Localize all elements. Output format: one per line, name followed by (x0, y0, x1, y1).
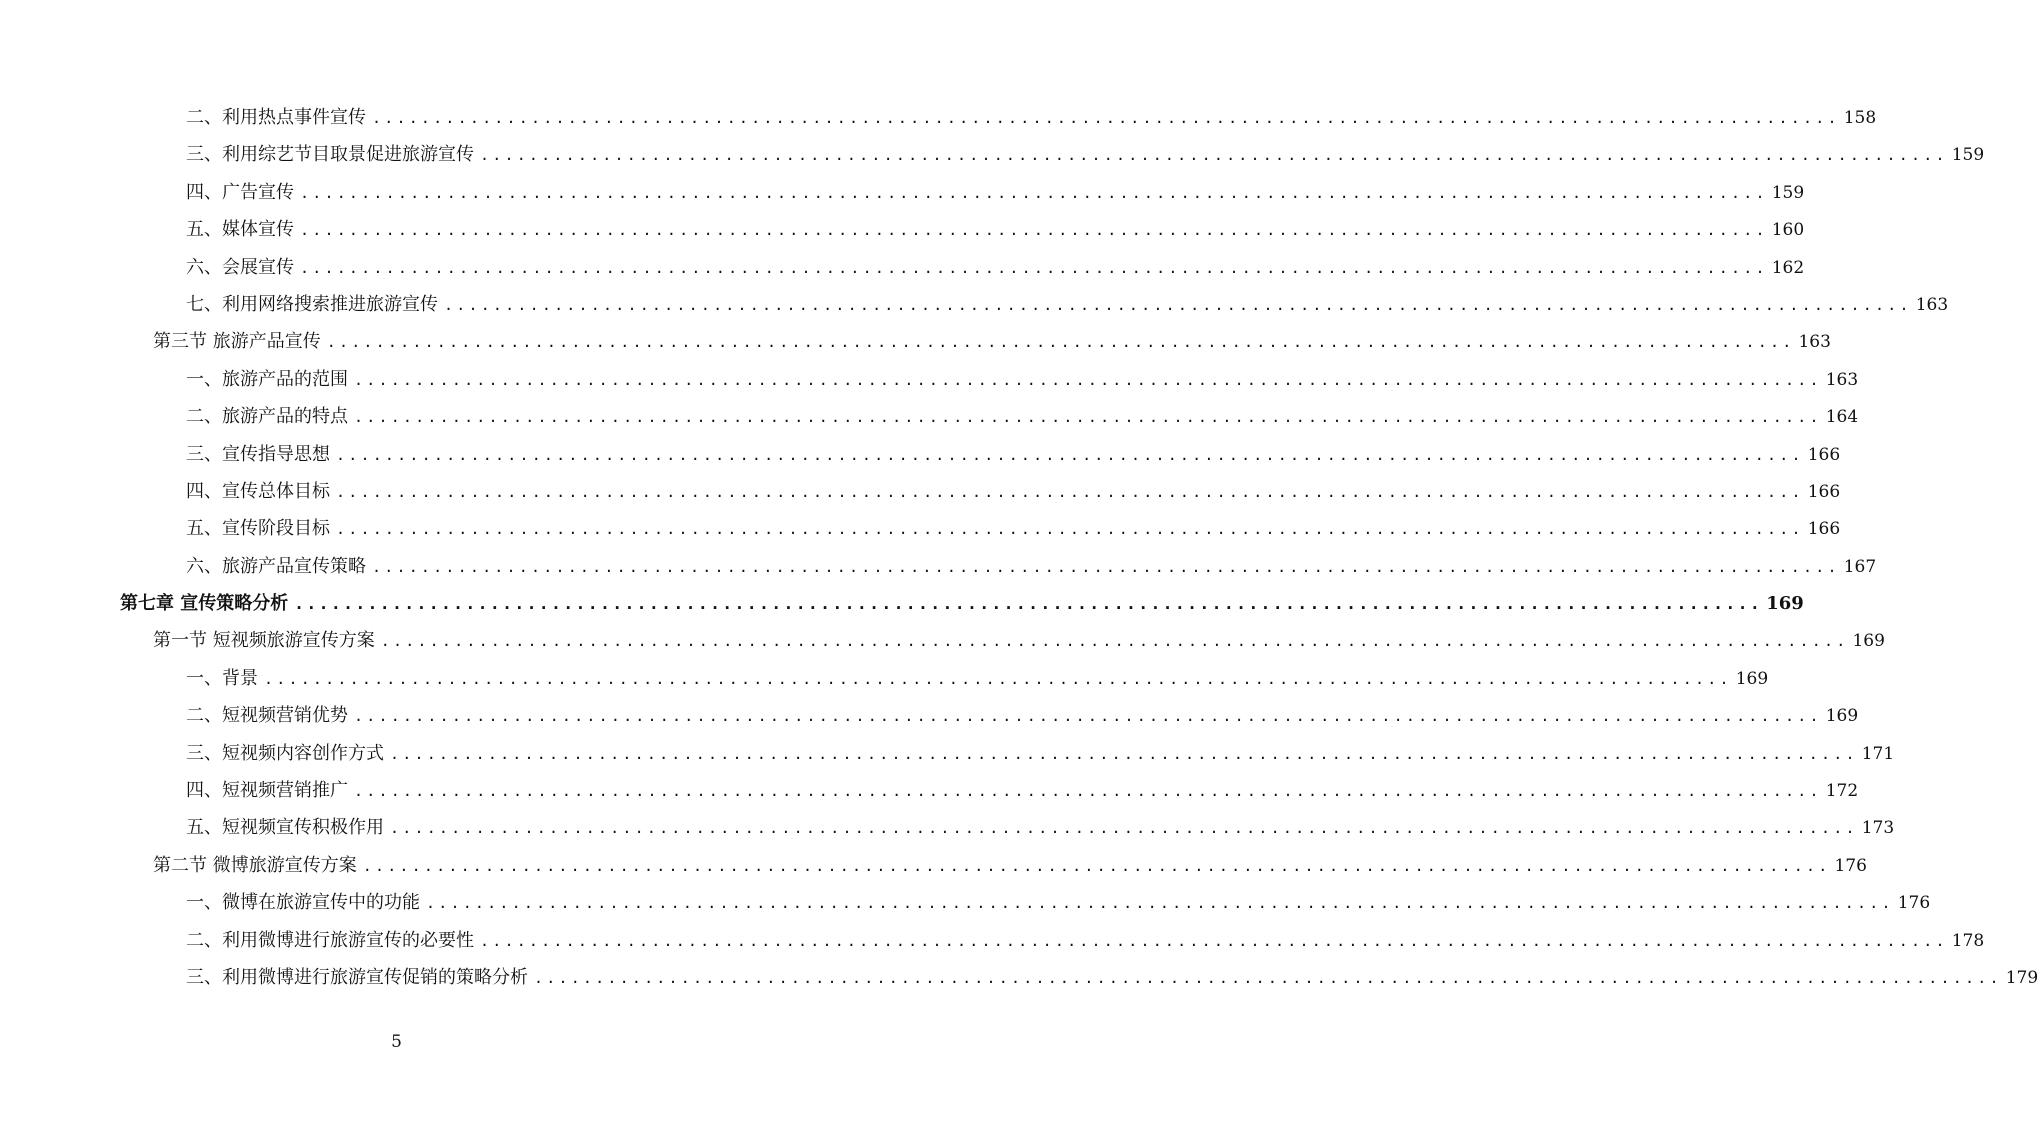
toc-entry-page-number: 159 (1951, 145, 1985, 166)
toc-entry-page-number: 169 (1852, 631, 1885, 652)
toc-entry-label: 六、旅游产品宣传策略 (186, 555, 366, 577)
toc-entry-page-number: 169 (1735, 668, 1769, 689)
page-number: 5 (391, 1032, 402, 1052)
toc-item-entry[interactable] (0, 922, 1985, 959)
toc-entry-page-number: 172 (1825, 781, 1859, 802)
toc-entry-label: 二、利用微博进行旅游宣传的必要性 (186, 929, 474, 951)
toc-entry-page-number: 164 (1825, 407, 1859, 428)
dot-leader: ........................................................................................................................ (426, 894, 1894, 913)
toc-item-entry[interactable] (0, 136, 1985, 173)
toc-entry-label: 三、宣传指导思想 (186, 443, 330, 465)
toc-entry-page-number: 162 (1771, 257, 1805, 278)
toc-entry-label: 第七章 宣传策略分析 (120, 593, 289, 615)
toc-entry-label: 一、旅游产品的范围 (186, 368, 348, 390)
toc-item-entry[interactable] (0, 99, 1877, 136)
dot-leader: ........................................................................................................................ (354, 370, 1822, 389)
toc-entry-page-number: 176 (1834, 855, 1867, 876)
toc-entry-page-number: 160 (1771, 220, 1805, 241)
dot-leader: ........................................................................................................................ (480, 146, 1948, 165)
toc-entry-label: 一、背景 (186, 667, 258, 689)
dot-leader: ........................................................................................................................ (264, 669, 1732, 688)
toc-item-entry[interactable] (0, 697, 1859, 734)
toc-item-entry[interactable] (0, 398, 1859, 435)
toc-item-entry[interactable] (0, 473, 1841, 510)
toc-item-entry[interactable] (0, 174, 1805, 211)
toc-entry-page-number: 178 (1951, 930, 1985, 951)
dot-leader: ........................................................................................................................ (354, 707, 1822, 726)
toc-item-entry[interactable] (0, 510, 1841, 547)
dot-leader: ........................................................................................................................ (336, 445, 1804, 464)
toc-item-entry[interactable] (0, 735, 1895, 772)
toc-item-entry[interactable] (0, 959, 2038, 996)
dot-leader: ........................................................................................................................ (480, 931, 1948, 950)
toc-item-entry[interactable] (0, 884, 1931, 921)
dot-leader: ........................................................................................................................ (380, 632, 1849, 651)
toc-entry-label: 第二节 微博旅游宣传方案 (153, 854, 357, 876)
dot-leader: ........................................................................................................................ (354, 782, 1822, 801)
dot-leader: ........................................................................................................................ (390, 819, 1858, 838)
dot-leader: ........................................................................................................................ (534, 968, 2002, 987)
toc-section-entry[interactable] (0, 622, 1885, 659)
toc-entry-label: 四、广告宣传 (186, 181, 294, 203)
toc-entry-label: 三、利用微博进行旅游宣传促销的策略分析 (186, 966, 528, 988)
toc-entry-label: 二、短视频营销优势 (186, 705, 348, 727)
dot-leader: ........................................................................................................................ (354, 408, 1822, 427)
toc-item-entry[interactable] (0, 436, 1841, 473)
toc-section-entry[interactable] (0, 323, 1831, 360)
toc-entry-page-number: 163 (1825, 369, 1859, 390)
toc-item-entry[interactable] (0, 660, 1769, 697)
toc-chapter-entry[interactable] (0, 585, 1804, 622)
toc-entry-label: 五、媒体宣传 (186, 219, 294, 241)
dot-leader: ........................................................................................................................ (336, 482, 1804, 501)
toc-entry-label: 第一节 短视频旅游宣传方案 (153, 630, 375, 652)
toc-entry-label: 一、微博在旅游宣传中的功能 (186, 892, 420, 914)
toc-entry-label: 五、短视频宣传积极作用 (186, 817, 384, 839)
toc-entry-label: 二、旅游产品的特点 (186, 406, 348, 428)
dot-leader: ........................................................................................................................ (294, 594, 1763, 614)
dot-leader: ........................................................................................................................ (444, 295, 1912, 314)
toc-item-entry[interactable] (0, 361, 1859, 398)
toc-item-entry[interactable] (0, 286, 1949, 323)
toc-entry-page-number: 158 (1843, 108, 1877, 128)
toc-item-entry[interactable] (0, 249, 1805, 286)
dot-leader: ........................................................................................................................ (300, 183, 1768, 202)
toc-entry-page-number: 171 (1861, 743, 1895, 764)
dot-leader: ........................................................................................................................ (362, 856, 1831, 875)
toc-entry-page-number: 166 (1807, 481, 1841, 502)
dot-leader: ........................................................................................................................ (372, 109, 1840, 127)
toc-entry-page-number: 176 (1897, 893, 1931, 914)
dot-leader: ........................................................................................................................ (390, 744, 1858, 763)
toc-entry-page-number: 159 (1771, 182, 1805, 203)
toc-entry-page-number: 179 (2005, 967, 2038, 988)
toc-entry-page-number: 169 (1825, 706, 1859, 727)
table-of-contents (0, 99, 2038, 996)
toc-entry-page-number: 163 (1798, 332, 1831, 353)
toc-section-entry[interactable] (0, 847, 1867, 884)
toc-item-entry[interactable] (0, 772, 1859, 809)
toc-entry-label: 五、宣传阶段目标 (186, 518, 330, 540)
toc-entry-page-number: 163 (1915, 294, 1949, 315)
dot-leader: ........................................................................................................................ (372, 557, 1840, 576)
toc-entry-label: 二、利用热点事件宣传 (186, 107, 366, 128)
dot-leader: ........................................................................................................................ (336, 520, 1804, 539)
toc-entry-page-number: 166 (1807, 519, 1841, 540)
toc-entry-label: 四、宣传总体目标 (186, 480, 330, 502)
dot-leader: ........................................................................................................................ (300, 258, 1768, 277)
toc-entry-label: 六、会展宣传 (186, 256, 294, 278)
dot-leader: ........................................................................................................................ (326, 333, 1795, 352)
toc-entry-label: 四、短视频营销推广 (186, 780, 348, 802)
toc-entry-label: 七、利用网络搜索推进旅游宣传 (186, 293, 438, 315)
toc-entry-label: 第三节 旅游产品宣传 (153, 331, 321, 353)
toc-entry-page-number: 166 (1807, 444, 1841, 465)
toc-entry-page-number: 169 (1766, 593, 1804, 615)
toc-entry-label: 三、短视频内容创作方式 (186, 742, 384, 764)
toc-entry-page-number: 167 (1843, 556, 1877, 577)
dot-leader: ........................................................................................................................ (300, 221, 1768, 240)
toc-item-entry[interactable] (0, 211, 1805, 248)
toc-entry-label: 三、利用综艺节目取景促进旅游宣传 (186, 144, 474, 166)
toc-item-entry[interactable] (0, 548, 1877, 585)
toc-item-entry[interactable] (0, 809, 1895, 846)
toc-entry-page-number: 173 (1861, 818, 1895, 839)
